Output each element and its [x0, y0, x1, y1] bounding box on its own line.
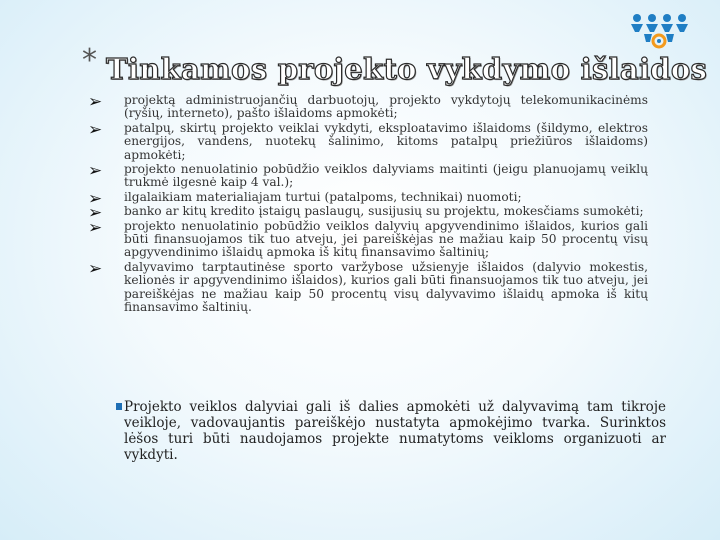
list-item [88, 119, 648, 162]
title-marker: * [82, 43, 97, 78]
arrow-bullet-icon: ➢ [88, 119, 103, 140]
arrow-bullet-icon: ➢ [88, 258, 103, 279]
arrow-bullet-icon: ➢ [88, 188, 103, 209]
page-title: Tinkamos projekto vykdymo išlaidos [106, 52, 708, 86]
list-item-text: dalyvavimo tarptautinėse sporto varžybose užsienyje išlaidos (dalyvio mokestis, kelionės ir apgyvendinimo išlaidos), kurios gali būti finansuojamos tik tuo atveju, jei pareiškėjas ne mažiau kaip 50 procentų visų dalyvavimo išlaidų apmoka iš kitų finansavimo šaltinių. [124, 259, 648, 315]
title-row [82, 43, 708, 90]
arrow-bullet-icon: ➢ [88, 217, 103, 238]
list-item-text: projekto nenuolatinio pobūdžio veiklos dalyviams maitinti (jeigu planuojamų veiklų trukmė ilgesnė kaip 4 val.); [124, 162, 648, 190]
list-item [88, 94, 648, 121]
arrow-bullet-icon: ➢ [88, 161, 103, 182]
list-item [88, 258, 648, 315]
list-item-text: patalpų, skirtų projekto veiklai vykdyti, eksploatavimo išlaidoms (šildymo, elektros energijos, vandens, nuotekų šalinimo, kitoms patalpų priežiūros išlaidoms) apmokėti; [124, 120, 648, 162]
list-item-text: ilgalaikiam materialiajam turtui (patalpoms, technikai) nuomoti; [124, 189, 522, 204]
list-item [88, 217, 648, 260]
arrow-bullet-icon: ➢ [88, 203, 103, 224]
arrow-bullet-icon: ➢ [88, 92, 103, 112]
cost-list [88, 94, 648, 316]
list-item [88, 163, 648, 190]
list-item-text: banko ar kitų kredito įstaigų paslaugų, susijusių su projektu, mokesčiams sumokėti; [124, 204, 644, 219]
participant-payment-note [116, 399, 666, 463]
list-item-text: projekto nenuolatinio pobūdžio veiklos dalyvių apgyvendinimo išlaidos, kurios gali būti finansuojamos tik tuo atveju, jei pareiškėjas ne mažiau kaip 50 procentų visų apgyvendinimo išlaidų apmoka iš kitų finansavimo šaltinių; [124, 218, 648, 260]
list-item-text: projektą administruojančių darbuotojų, projekto vykdytojų telekomunikacinėms (ryšių, interneto), pašto išlaidoms apmokėti; [124, 93, 648, 121]
list-item [88, 188, 648, 209]
square-bullet-icon [116, 403, 122, 410]
note-text: Projekto veiklos dalyviai gali iš dalies apmokėti už dalyvavimą tam tikroje veikloje, vadovaujantis pareiškėjo nustatyta apmokėjimo tvarka. Surinktos lėšos turi būti naudojamos projekte numatytoms veikloms organizuoti ar vykdyti. [124, 399, 666, 463]
list-item [88, 203, 648, 224]
